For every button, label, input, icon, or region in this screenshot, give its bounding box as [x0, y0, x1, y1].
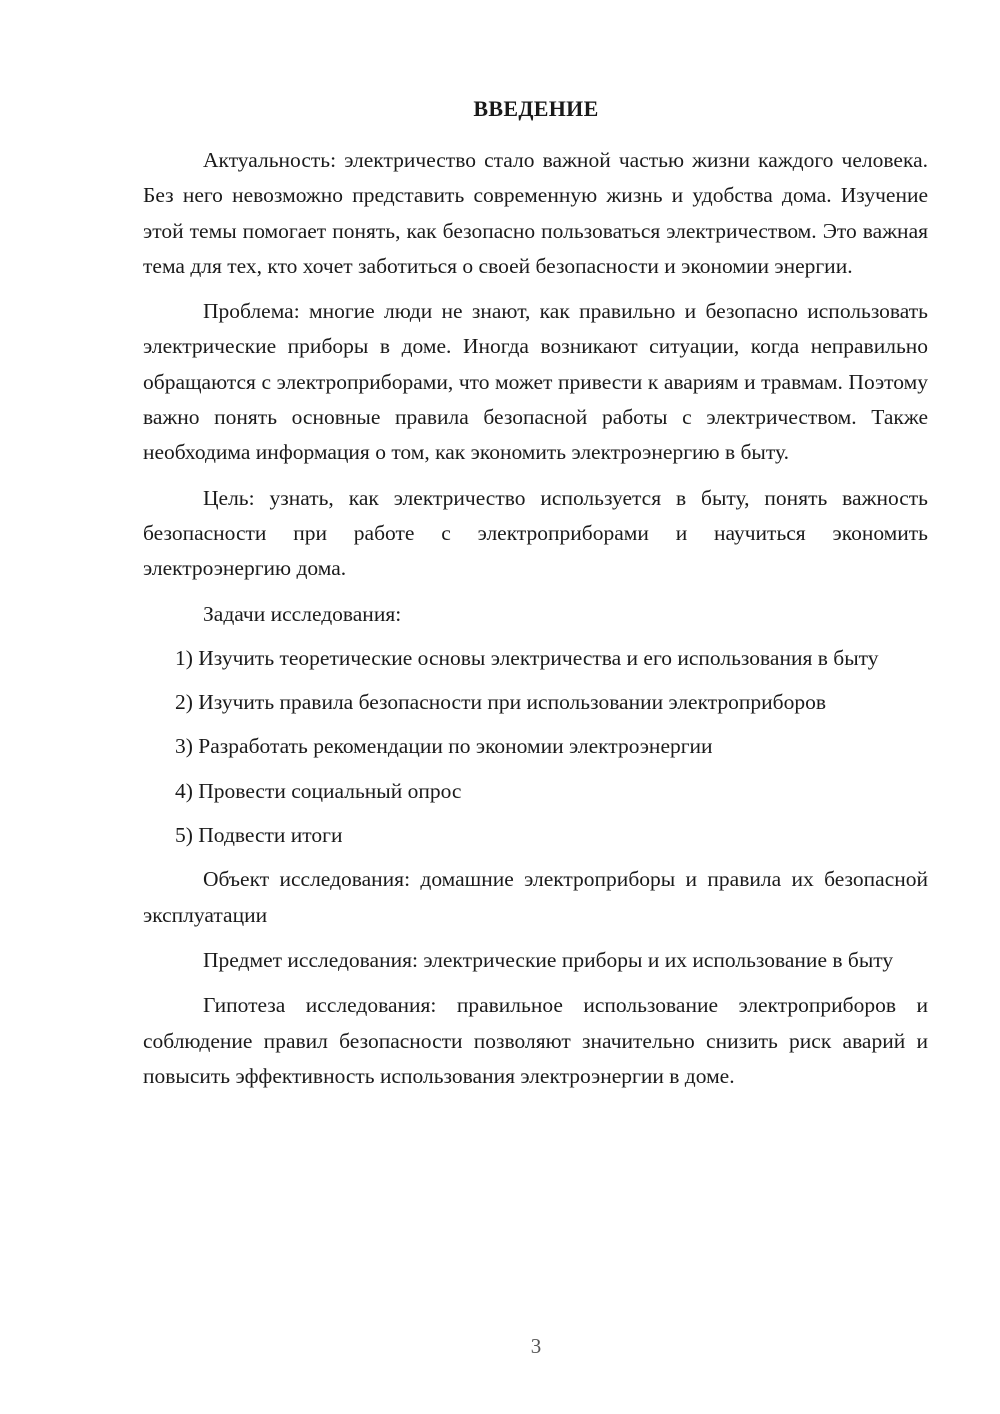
task-item: 2) Изучить правила безопасности при использовании электроприборов [175, 690, 827, 715]
page-number: 3 [530, 1334, 542, 1358]
task-item: 1) Изучить теоретические основы электричества и его использования в быту [175, 645, 879, 670]
hypothesis-paragraph: Гипотеза исследования: правильное использование электроприборов и соблюдение правил безопасности позволяют значительно снизить риск аварий и повысить эффективность использования электроэнергии в доме. [143, 993, 928, 1088]
object-paragraph: Объект исследования: домашние электроприборы и правила их безопасной эксплуатации [143, 867, 928, 927]
document-body [143, 143, 928, 1094]
page-title: ВВЕДЕНИЕ [473, 96, 599, 121]
subject-paragraph: Предмет исследования: электрические приборы и их использование в быту [203, 947, 894, 972]
task-item: 5) Подвести итоги [175, 823, 343, 848]
task-item: 4) Провести социальный опрос [175, 778, 462, 803]
problem-paragraph: Проблема: многие люди не знают, как правильно и безопасно использовать электрические приборы в доме. Иногда возникают ситуации, когда неправильно обращаются с электроприборами, что может привести к авариям и травмам. Поэтому важно понять основные правила безопасной работы с электричеством. Также необходима информация о том, как экономить электроэнергию в быту. [143, 299, 928, 465]
goal-paragraph: Цель: узнать, как электричество используется в быту, понять важность безопасности при работе с электроприборами и научиться экономить электроэнергию дома. [143, 485, 928, 581]
tasks-heading: Задачи исследования: [203, 601, 402, 626]
relevance-paragraph: Актуальность: электричество стало важной частью жизни каждого человека. Без него невозможно представить современную жизнь и удобства дома. Изучение этой темы помогает понять, как безопасно пользоваться электричеством. Это важная тема для тех, кто хочет заботиться о своей безопасности и экономии энергии. [143, 148, 928, 278]
task-item: 3) Разработать рекомендации по экономии электроэнергии [175, 734, 713, 759]
tasks-list [143, 641, 928, 853]
